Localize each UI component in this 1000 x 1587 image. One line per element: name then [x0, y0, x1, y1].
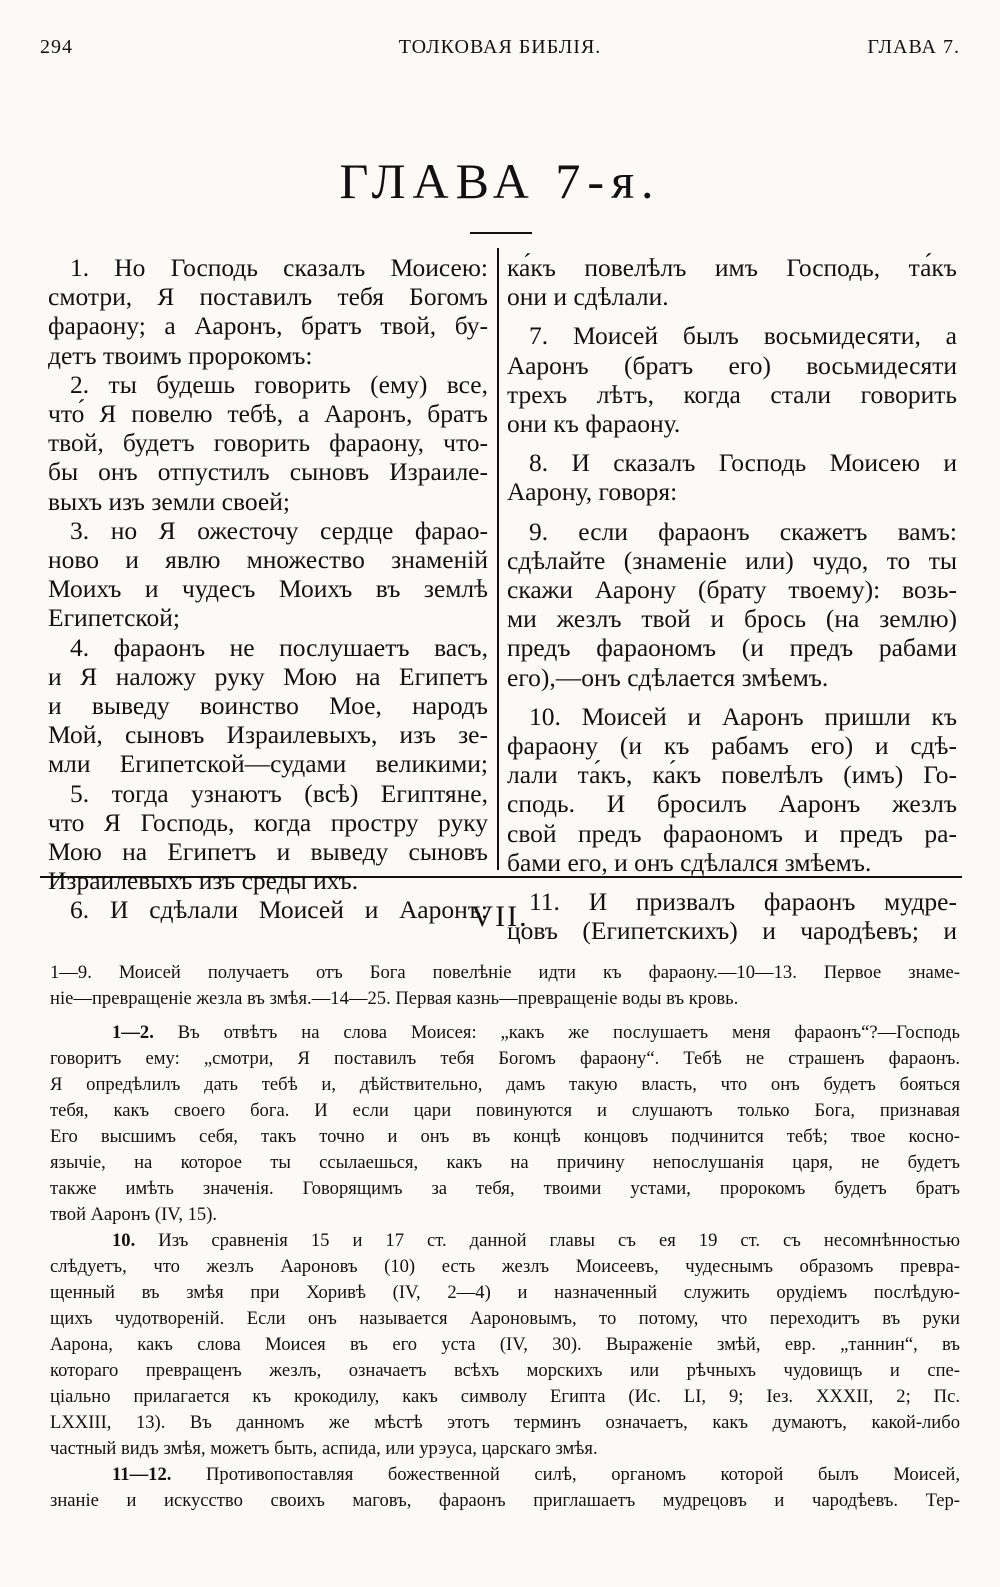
commentary-line: язычіе, на которое ты ссылаешься, какъ на причину непослушанія царя, не будетъ: [50, 1152, 960, 1173]
verse-line: Ааронъ (братъ его) восьмидесяти: [507, 350, 957, 380]
verse-line: 6. И сдѣлали Моисей и Ааронъ:: [70, 895, 488, 925]
verse-line: Мой, сыновъ Израилевыхъ, изъ зе-: [48, 720, 488, 750]
column-divider: [497, 248, 499, 870]
verse-line: детъ твоимъ пророкомъ:: [48, 340, 313, 370]
verse-line: что́ Я повелю тебѣ, а Ааронъ, братъ: [48, 399, 488, 429]
verse-line: Египетской;: [48, 603, 180, 633]
verse-line: что Я Господь, когда простру руку: [48, 807, 488, 837]
commentary-line: Его высшимъ себя, такъ точно и онъ въ концѣ концовъ подчинится тебѣ; твое косно-: [50, 1126, 960, 1147]
verse-line: и Я наложу руку Мою на Египетъ: [48, 661, 488, 691]
verse-line: 9. если фараонъ скажетъ вамъ:: [529, 516, 957, 546]
verse-line: 5. тогда узнаютъ (всѣ) Египтяне,: [70, 778, 488, 808]
commentary-ref: 11—12.: [112, 1464, 172, 1485]
running-head: [40, 36, 960, 66]
verse-line: ка́къ повелѣлъ имъ Господь, та́къ: [507, 253, 957, 282]
verse-line: свой предъ фараономъ и предъ ра-: [507, 818, 957, 848]
verse-line: 1. Но Господь сказалъ Моисею:: [70, 253, 488, 282]
verse-line: Моихъ и чудесъ Моихъ въ землѣ: [48, 574, 488, 604]
verse-line: 7. Моисей былъ восьмидесяти, а: [529, 321, 957, 351]
left-column: [48, 253, 488, 925]
commentary-line: котораго превращенъ жезлъ, означаетъ всѣхъ морскихъ или рѣчныхъ чудовищъ и спе-: [50, 1360, 960, 1381]
commentary-line: щихъ чудотвореній. Если онъ называется Аароновымъ, то потому, что переходитъ въ руки: [50, 1308, 960, 1329]
commentary-line: 11—12. Противопоставляя божественной силѣ, органомъ которой былъ Моисей,: [112, 1464, 960, 1485]
book-title: ТОЛКОВАЯ БИБЛІЯ.: [398, 36, 602, 58]
commentary-line: частный видъ змѣя, можетъ быть, аспида, или урэуса, царскаго змѣя.: [50, 1438, 598, 1459]
verse-line: цовъ (Египетскихъ) и чародѣевъ; и: [507, 916, 957, 946]
verse-line: 3. но Я ожесточу сердце фарао-: [70, 515, 488, 545]
verse-line: его),—онъ сдѣлается змѣемъ.: [507, 662, 829, 692]
right-column: [507, 253, 957, 945]
verse-line: ново и явлю множество знаменій: [48, 545, 488, 575]
section-numeral: VII.: [471, 900, 529, 933]
verse-line: лали та́къ, ка́къ повелѣлъ (имъ) Го-: [507, 760, 957, 790]
summary-line: ніе—превращеніе жезла въ змѣя.—14—25. Первая казнь—превращеніе воды въ кровь.: [50, 988, 739, 1009]
verse-line: сподь. И бросилъ Ааронъ жезлъ: [507, 789, 957, 819]
verse-line: 4. фараонъ не послушаетъ васъ,: [70, 632, 488, 662]
verse-line: они къ фараону.: [507, 409, 681, 439]
commentary-line: слѣдуетъ, что жезлъ Аароновъ (10) есть жезлъ Моисеевъ, чудеснымъ образомъ превра-: [50, 1256, 960, 1277]
title-rule: [470, 232, 532, 234]
verse-line: скажи Аарону (брату твоему): возь-: [507, 575, 957, 605]
commentary-line: говоритъ ему: „смотри, Я поставилъ тебя Богомъ фараону“. Тебѣ не страшенъ фараонъ.: [50, 1048, 960, 1069]
commentary-line: ціально прилагается къ крокодилу, какъ символу Египта (Ис. LI, 9; Іез. XXXII, 2; Пс.: [50, 1386, 960, 1407]
verse-line: предъ фараономъ (и предъ рабами: [507, 633, 957, 663]
verse-line: бами его, и онъ сдѣлался змѣемъ.: [507, 847, 872, 877]
verse-line: они и сдѣлали.: [507, 282, 669, 312]
verse-line: ми жезлъ твой и брось (на землю): [507, 604, 957, 634]
chapter-title: ГЛАВА 7-я.: [339, 153, 661, 209]
verse-line: Израилевыхъ изъ среды ихъ.: [48, 866, 359, 896]
commentary-ref: 10.: [112, 1230, 136, 1251]
commentary-line: щенный въ змѣя при Хоривѣ (IV, 2—4) и назначенный служить орудіемъ послѣдую-: [50, 1282, 960, 1303]
summary-line: 1—9. Моисей получаетъ отъ Бога повелѣніе идти къ фараону.—10—13. Первое знаме-: [50, 962, 960, 983]
commentary-line: 10. Изъ сравненія 15 и 17 ст. данной главы съ ея 19 ст. съ несомнѣнностью: [112, 1230, 960, 1251]
commentary-line: 1—2. Въ отвѣтъ на слова Моисея: „какъ же послушаетъ меня фараонъ“?—Господь: [112, 1022, 960, 1043]
verse-line: смотри, Я поставилъ тебя Богомъ: [48, 282, 488, 312]
verse-line: 2. ты будешь говорить (ему) все,: [70, 369, 488, 399]
commentary-line: Я опредѣлилъ дать тебѣ и, дѣйствительно, дамъ такую власть, что онъ будетъ бояться: [50, 1074, 960, 1095]
commentary: [50, 960, 960, 1514]
section-rule: [40, 876, 962, 878]
verse-line: фараону (и къ рабамъ его) и сдѣ-: [507, 731, 957, 761]
verse-line: и выведу воинство Мое, народъ: [48, 691, 488, 721]
verse-line: фараону; а Ааронъ, братъ твой, бу-: [48, 311, 488, 341]
commentary-ref: 1—2.: [112, 1022, 154, 1043]
verse-line: Аарону, говоря:: [507, 477, 678, 507]
verse-line: 10. Моисей и Ааронъ пришли къ: [529, 701, 957, 731]
verse-line: 11. И призвалъ фараонъ мудре-: [529, 887, 957, 917]
verse-line: сдѣлайте (знаменіе или) чудо, то ты: [507, 545, 957, 575]
verse-line: твой, будетъ говорить фараону, что-: [48, 428, 488, 458]
verse-line: Мою на Египетъ и выведу сыновъ: [48, 837, 488, 867]
commentary-line: тебя, какъ своего бога. И если цари повинуются и слушаютъ только Бога, признавая: [50, 1100, 960, 1121]
verse-line: выхъ изъ земли своей;: [48, 486, 290, 516]
verse-line: 8. И сказалъ Господь Моисею и: [529, 448, 957, 478]
commentary-line: также имѣть значенія. Говорящимъ за тебя, твоими устами, пророкомъ будетъ братъ: [50, 1178, 960, 1199]
verse-line: мли Египетской—судами великими;: [48, 749, 488, 779]
commentary-line: LXXIII, 13). Въ данномъ же мѣстѣ этотъ терминъ означаетъ, какъ думаютъ, какой-либо: [50, 1412, 960, 1433]
commentary-line: твой Ааронъ (IV, 15).: [50, 1204, 218, 1225]
commentary-line: Аарона, какъ слова Моисея въ его уста (IV, 30). Выраженіе змѣй, евр. „таннин“, въ: [50, 1334, 960, 1355]
commentary-line: знаніе и искусство своихъ маговъ, фараонъ приглашаетъ мудрецовъ и чародѣевъ. Тер-: [50, 1490, 960, 1511]
verse-line: бы онъ отпустилъ сыновъ Израиле-: [48, 457, 488, 487]
running-chapter: ГЛАВА 7.: [867, 36, 960, 58]
page-number: 294: [40, 36, 73, 58]
verse-line: трехъ лѣтъ, когда стали говорить: [507, 379, 957, 409]
